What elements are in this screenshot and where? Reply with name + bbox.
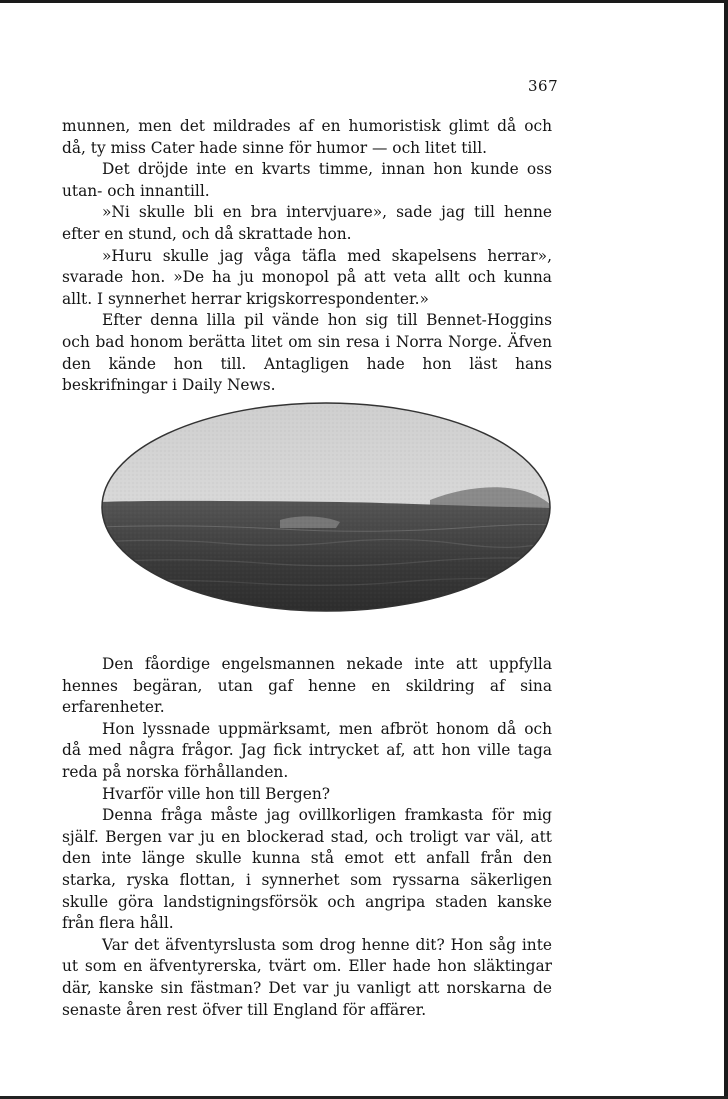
paragraph: Var det äfventyrslusta som drog henne dit? Hon såg inte ut som en äfventyrerska, tvärt om. Eller hade hon släktingar där, kanske sin fästman? Det var ju vanligt att norskarna de senaste åren rest öfver till England för affärer. (62, 935, 552, 1019)
paragraph: »Huru skulle jag våga täfla med skapelsens herrar», svarade hon. »De ha ju monopol på att veta allt och kunna allt. I synnerhet herrar krigskorrespondenter.» (62, 246, 552, 308)
page-number: 367 (528, 77, 559, 95)
text-block-bottom (62, 654, 552, 1021)
paragraph: Denna fråga måste jag ovillkorligen framkasta för mig själf. Bergen var ju en blockerad stad, och troligt var väl, att den inte länge skulle kunna stå emot ett anfall från den starka, ryska flottan, i synnerhet som ryssarna säkerligen skulle göra landstigningsförsök och angripa staden kanske från flera håll. (62, 806, 552, 933)
paragraph: Den fåordige engelsmannen nekade inte att uppfylla hennes begäran, utan gaf henne en skildring af sina erfarenheter. (62, 655, 552, 717)
paragraph: Det dröjde inte en kvarts timme, innan hon kunde oss utan- och innantill. (62, 160, 552, 200)
page-edge-right (724, 0, 728, 1099)
paragraph: Hvarför ville hon till Bergen? (102, 784, 331, 803)
text-block-top (62, 116, 552, 397)
paragraph: munnen, men det mildrades af en humoristisk glimt då och då, ty miss Cater hade sinne för humor — och litet till. (62, 117, 552, 157)
paragraph: Efter denna lilla pil vände hon sig till Bennet-Hoggins och bad honom berätta litet om sin resa i Norra Norge. Äfven den kände hon till. Antagligen hade hon läst hans beskrifningar i Daily News. (62, 311, 552, 395)
paragraph: Hon lyssnade uppmärksamt, men afbröt honom då och då med några frågor. Jag fick intrycket af, att hon ville taga reda på norska förhållanden. (62, 719, 552, 781)
seascape-photo-icon (100, 402, 552, 622)
paragraph: »Ni skulle bli en bra intervjuare», sade jag till henne efter en stund, och då skrattade hon. (62, 203, 552, 243)
page-edge-top (0, 0, 728, 3)
